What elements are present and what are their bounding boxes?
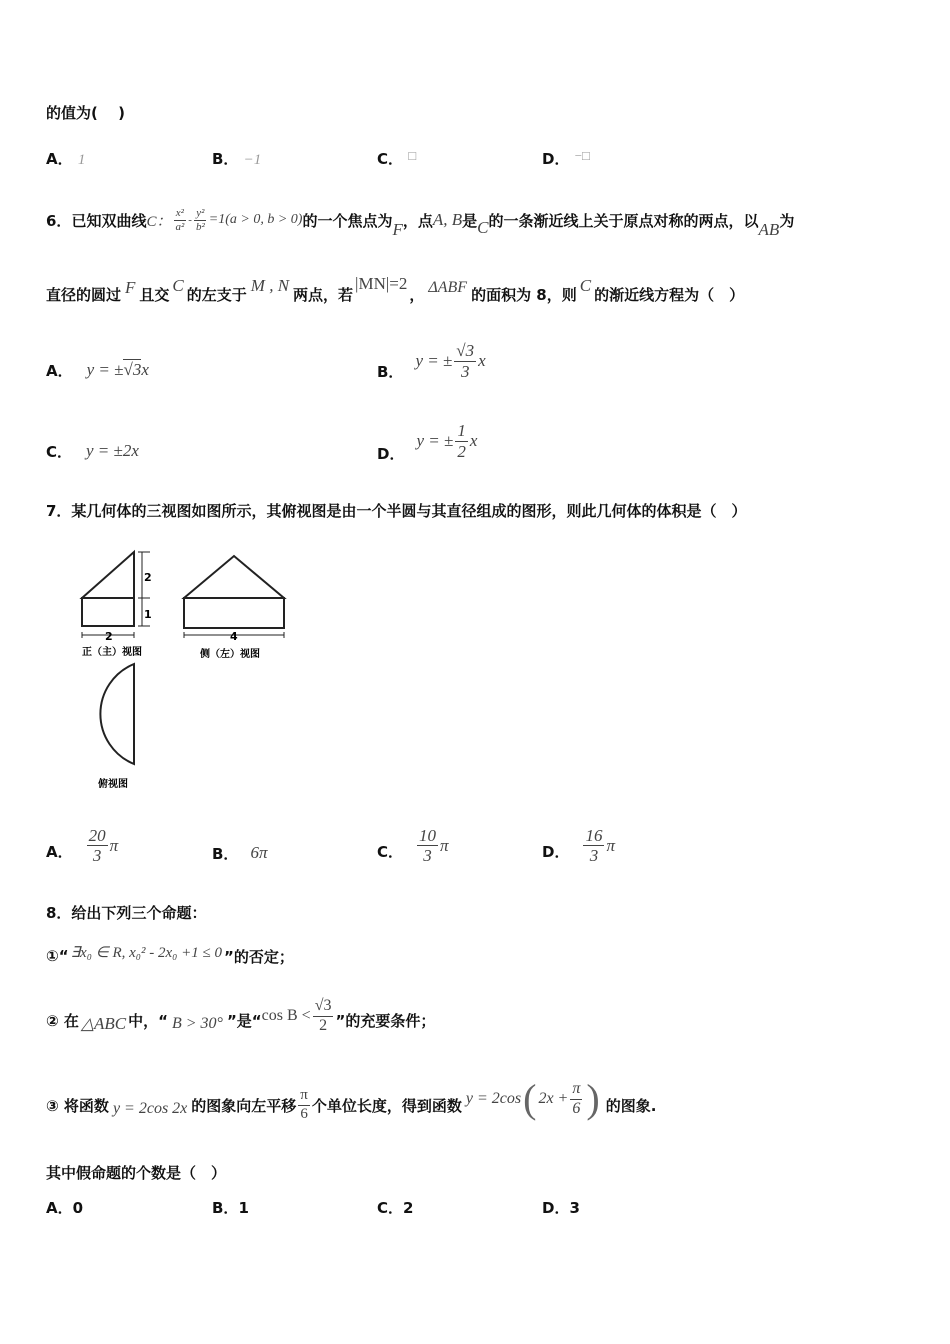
- numerator: 20: [88, 825, 106, 845]
- option-label: D．: [542, 150, 570, 168]
- option-label: A．: [46, 843, 73, 861]
- q6-text: 的一个焦点为: [302, 211, 393, 230]
- formula-part: x: [469, 431, 478, 450]
- top-view: [100, 664, 134, 764]
- curve-c: C: [172, 276, 184, 295]
- q7-option-a[interactable]: [46, 816, 118, 866]
- curve-name: [146, 210, 171, 231]
- option-value: 0: [72, 1199, 84, 1217]
- q6-text: 的面积为 8，则: [471, 285, 577, 304]
- proposition-text: 的图象向左平移: [191, 1096, 297, 1115]
- numerator: 1: [457, 420, 466, 440]
- front-view: [82, 552, 134, 626]
- q6-option-b[interactable]: [377, 336, 486, 386]
- option-value: 1: [77, 152, 86, 168]
- q8-option-b[interactable]: [212, 1197, 249, 1218]
- curve-colon: ：: [156, 213, 172, 230]
- side-view: [184, 556, 284, 628]
- fraction: [570, 1080, 582, 1118]
- q6-text: 且交: [139, 285, 170, 304]
- q6-option-d[interactable]: [377, 416, 477, 466]
- proposition-text: 的图象.: [605, 1096, 657, 1115]
- q8-proposition-3: [46, 1078, 656, 1132]
- q6-text: 的渐近线方程为（ ）: [594, 285, 745, 304]
- proposition-text: ”的否定；: [223, 947, 294, 966]
- q6-text: 已知双曲线: [71, 211, 147, 230]
- option-label: A．: [46, 361, 73, 380]
- option-value: −□: [574, 148, 590, 163]
- proposition-text: 个单位长度，得到函数: [311, 1096, 462, 1115]
- proposition-text: 中，“: [128, 1011, 168, 1030]
- formula-part: x: [478, 351, 486, 370]
- curve-c: C: [477, 218, 489, 237]
- option-formula: [87, 360, 149, 380]
- q8-question: 其中假命题的个数是（ ）: [46, 1164, 227, 1182]
- q7-option-b[interactable]: [212, 840, 267, 866]
- proposition-text: ”是“: [226, 1011, 262, 1030]
- option-label: A．: [46, 150, 73, 168]
- option-label: C．: [46, 442, 73, 461]
- option-value: 3: [569, 1199, 580, 1217]
- curve-letter: C: [146, 213, 157, 230]
- q6-text: ，: [409, 285, 425, 304]
- q8-option-c[interactable]: [377, 1197, 413, 1218]
- focus-f: F: [125, 278, 136, 297]
- fraction: [583, 826, 604, 866]
- top-caption: 俯视图: [98, 779, 128, 790]
- formula-part: x: [141, 360, 149, 379]
- numerator: √3: [313, 997, 334, 1016]
- fraction: [454, 341, 476, 381]
- q5-option-a[interactable]: [46, 148, 85, 169]
- option-formula: [581, 826, 615, 866]
- fraction-x2-a2: [173, 207, 186, 233]
- triangle-abf: ΔABF: [428, 279, 468, 296]
- q5-option-d[interactable]: [542, 148, 590, 169]
- q5-option-c[interactable]: [377, 148, 416, 169]
- cos-condition: [262, 997, 336, 1035]
- denominator: 3: [460, 361, 470, 381]
- option-label: B．: [212, 844, 239, 863]
- option-label: B．: [212, 1199, 239, 1217]
- q6-text: 直径的圆过: [46, 285, 122, 304]
- numerator: y²: [196, 206, 205, 219]
- question-number: 6．: [46, 211, 72, 230]
- radicand: 3: [132, 360, 142, 379]
- formula-part: y = ±: [416, 431, 454, 450]
- proposition-text: ② 在: [46, 1011, 79, 1030]
- option-formula: 6π: [250, 843, 268, 862]
- side-caption: 侧（左）视图: [200, 649, 260, 660]
- fraction: [298, 1087, 310, 1123]
- equation-tail: =1(a > 0, b > 0): [208, 212, 303, 227]
- points-m-n: M , N: [250, 276, 290, 295]
- option-formula: y = ±2x: [86, 441, 139, 460]
- dimension-label: 2: [105, 630, 113, 643]
- option-label: D．: [377, 444, 405, 463]
- q7-option-d[interactable]: [542, 816, 615, 866]
- formula-part: y = ±: [415, 351, 453, 370]
- q5-option-b[interactable]: [212, 148, 261, 169]
- focus-f: F: [392, 220, 403, 239]
- q7-text: 7．某几何体的三视图如图所示，其俯视图是由一个半圆与其直径组成的图形，则此几何体的体积是（ ）: [46, 502, 747, 520]
- segment-ab: AB: [758, 220, 780, 239]
- numerator: x²: [175, 206, 184, 219]
- q6-text: 的一条渐近线上关于原点对称的两点，以: [488, 211, 759, 230]
- option-label: D．: [542, 843, 570, 861]
- fraction: [417, 826, 438, 866]
- formula-part: y = ±: [86, 360, 124, 379]
- option-formula: [415, 341, 485, 381]
- proposition-text: ”的充要条件；: [335, 1011, 436, 1030]
- fraction: [313, 997, 334, 1035]
- option-label: B．: [212, 150, 239, 168]
- front-caption: 正（主）视图: [82, 647, 142, 658]
- numerator: 16: [585, 825, 603, 845]
- denominator: 6: [300, 1105, 308, 1122]
- q8-proposition-1: [46, 938, 294, 974]
- pi-symbol: π: [606, 835, 615, 855]
- option-label: D．: [542, 1199, 570, 1217]
- option-value: 2: [403, 1199, 414, 1217]
- numerator: π: [298, 1087, 310, 1105]
- pi-symbol: π: [440, 835, 449, 855]
- q8-text: 8．给出下列三个命题：: [46, 904, 207, 922]
- proposition-text: ③ 将函数: [46, 1096, 109, 1115]
- q6-option-a[interactable]: [46, 356, 149, 384]
- q6-option-c[interactable]: [46, 437, 139, 465]
- q5-tail: 的值为( ): [46, 104, 125, 122]
- denominator: 2: [457, 441, 466, 461]
- denominator: 3: [423, 846, 432, 866]
- denominator: 2: [319, 1016, 328, 1034]
- option-label: C．: [377, 1199, 404, 1217]
- proposition-text: ①“: [46, 947, 69, 965]
- points-a-b: A, B: [432, 210, 463, 229]
- q6-text: 两点，若: [293, 285, 354, 304]
- function-text: 2x +: [538, 1090, 569, 1107]
- q6-text: ，点: [402, 211, 433, 230]
- q6-line-2: [46, 274, 744, 314]
- q8-proposition-2: [46, 994, 435, 1046]
- option-label: C．: [377, 150, 404, 168]
- option-label: B．: [377, 362, 404, 381]
- denominator: 6: [572, 1099, 581, 1117]
- three-view-figure: [72, 546, 302, 796]
- radical: √3: [123, 360, 142, 379]
- option-formula: [85, 826, 119, 866]
- option-formula: [416, 421, 477, 461]
- proposition-formula: ∃x₀ ∈ R, x₀² - 2x₀ +1 ≤ 0: [70, 944, 222, 961]
- q6-line-1: [46, 198, 794, 242]
- option-formula: [415, 826, 449, 866]
- q8-option-d[interactable]: [542, 1197, 580, 1218]
- function-f: y = 2cos 2x: [112, 1100, 188, 1117]
- q6-text: 为: [779, 211, 795, 230]
- denominator: b²: [195, 220, 205, 233]
- pi-symbol: π: [109, 835, 119, 855]
- option-value: −1: [243, 152, 262, 168]
- q6-text: 是: [462, 211, 478, 230]
- numerator: 10: [419, 825, 437, 845]
- angle-condition: B > 30°: [171, 1015, 223, 1032]
- denominator: a²: [175, 220, 185, 233]
- dimension-label: 1: [144, 608, 152, 621]
- fraction: [87, 826, 108, 866]
- option-value: □: [408, 148, 417, 163]
- option-label: A．: [46, 1199, 73, 1217]
- option-value: 1: [238, 1199, 249, 1217]
- q6-text: 的左支于: [186, 285, 247, 304]
- q7-option-c[interactable]: [377, 816, 449, 866]
- q8-option-a[interactable]: [46, 1197, 83, 1218]
- mn-length: |MN|=2: [355, 274, 408, 293]
- option-label: C．: [377, 843, 404, 861]
- fraction: [455, 421, 468, 461]
- curve-c: C: [579, 276, 592, 295]
- fraction-y2-b2: [194, 207, 207, 233]
- numerator: π: [570, 1080, 582, 1099]
- minus-sign: -: [188, 214, 192, 226]
- numerator: √3: [456, 340, 475, 360]
- triangle-abc: △ABC: [80, 1014, 127, 1033]
- dimension-label: 2: [144, 571, 152, 584]
- cos-text: cos B <: [261, 1007, 311, 1024]
- dimension-label: 4: [230, 630, 238, 643]
- function-text: y = 2cos: [465, 1090, 522, 1107]
- denominator: 3: [589, 846, 599, 866]
- denominator: 3: [92, 846, 102, 866]
- function-g: y = 2cos ( 2x + $\frac{\pi}{6}$ ): [465, 1076, 600, 1121]
